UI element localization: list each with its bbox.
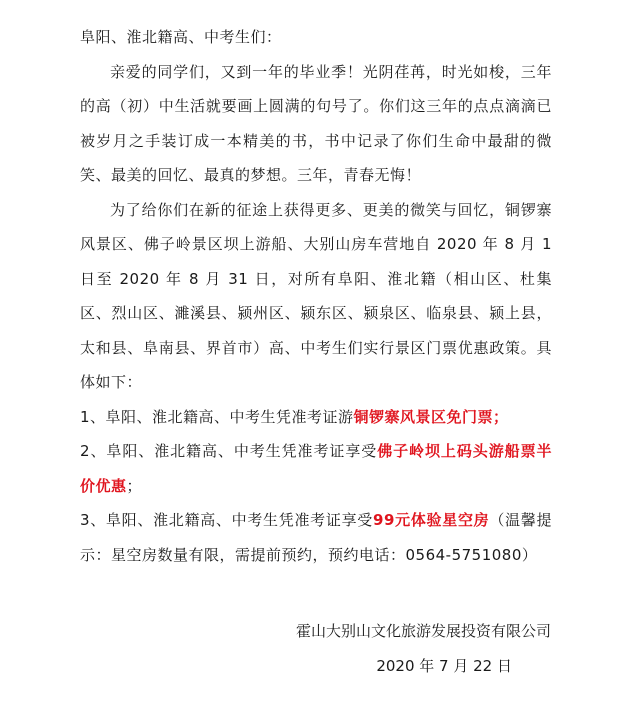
policy-item-2-end: ；: [126, 476, 143, 495]
policy-item-3-note: （温馨提示：星空房数量有限，需提前预约，预约电话：0564-5751080）: [80, 511, 553, 564]
paragraph-graduation-greeting: 亲爱的同学们，又到一年的毕业季！光阴荏苒，时光如梭，三年的高（初）中生活就要画上圆满的句号了。你们这三年的点点滴滴已被岁月之手装订成一本精美的书，书中记录了你们生命中最甜的微笑、最美的回忆、最真的梦想。三年，青春无悔！: [80, 62, 552, 184]
policy-item-3-highlight: 99元体验星空房: [373, 511, 490, 529]
salutation: 阜阳、淮北籍高、中考生们：: [80, 28, 282, 46]
policy-item-1-text: 1、阜阳、淮北籍高、中考生凭准考证游: [80, 407, 354, 426]
policy-item-2-highlight: 佛子岭坝上码头游船票半价优惠: [80, 442, 552, 495]
signature-organization: 霍山大别山文化旅游发展投资有限公司: [295, 622, 551, 640]
policy-item-1-highlight: 铜锣寨风景区免门票；: [353, 407, 509, 426]
policy-item-3-text: 3、阜阳、淮北籍高、中考生凭准考证享受: [80, 511, 374, 529]
policy-item-3: [80, 503, 552, 572]
paragraph-ticket-policy: 为了给你们在新的征途上获得更多、更美的微笑与回忆，铜锣寨风景区、佛子岭景区坝上游船、大别山房车营地自 2020 年 8 月 1 日至 2020 年 8 月 31 日，对所有阜阳、淮北籍（相山区、杜集区、烈山区、濉溪县、颍州区、颍东区、颍泉区、临泉县、颍上县，太和县、阜南县、界首市）高、中考生们实行景区门票优惠政策。具体如下：: [80, 200, 552, 391]
notice-letter: [80, 20, 552, 572]
signature-date: 2020 年 7 月 22 日: [376, 657, 512, 675]
policy-item-1: [80, 400, 552, 435]
policy-item-2-text: 2、阜阳、淮北籍高、中考生凭准考证享受: [80, 442, 378, 460]
policy-item-2: [80, 434, 552, 503]
